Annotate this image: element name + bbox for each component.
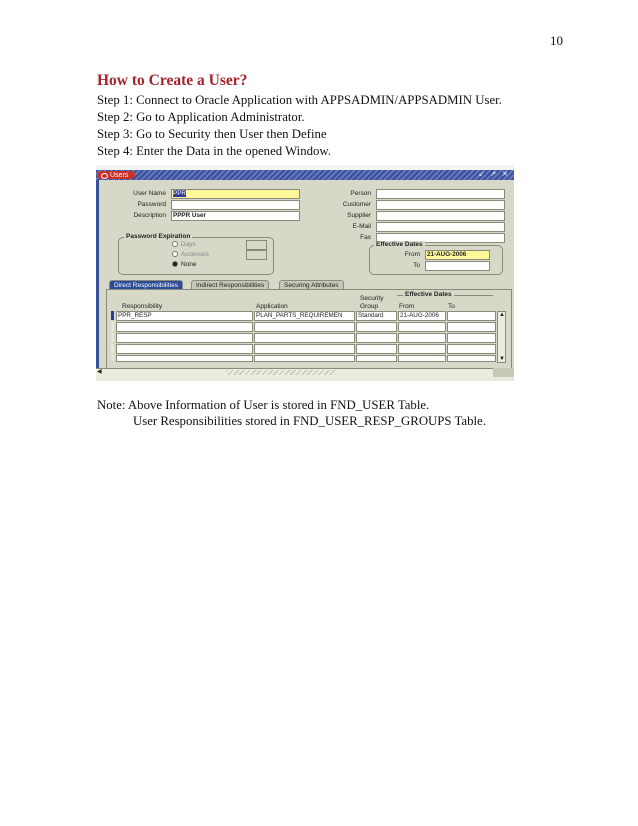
- person-field[interactable]: [376, 189, 505, 199]
- window-title: Users: [110, 172, 129, 179]
- description-field[interactable]: PPPR User: [171, 211, 300, 221]
- row-from-date-cell[interactable]: [398, 344, 446, 354]
- responsibility-cell[interactable]: [116, 344, 253, 354]
- scroll-up-icon[interactable]: ▲: [499, 312, 505, 318]
- application-cell[interactable]: [254, 344, 355, 354]
- to-date-field[interactable]: [425, 261, 490, 271]
- window-controls-icon[interactable]: ↙ ↗ ✕: [478, 171, 510, 178]
- application-cell[interactable]: [254, 333, 355, 343]
- email-label: E-Mail: [352, 223, 371, 230]
- heading: How to Create a User?: [97, 72, 248, 89]
- step-3: Step 3: Go to Security then User then Define: [97, 127, 327, 141]
- application-cell[interactable]: [254, 322, 355, 332]
- note-line-1: Note: Above Information of User is stored in FND_USER Table.: [97, 398, 430, 412]
- customer-field[interactable]: [376, 200, 505, 210]
- row-from-date-cell[interactable]: [398, 322, 446, 332]
- row-from-date-cell[interactable]: 21-AUG-2006: [398, 311, 446, 321]
- table-effective-dates-title: Effective Dates: [405, 291, 452, 298]
- security-group-cell[interactable]: [356, 333, 397, 343]
- supplier-label: Supplier: [347, 212, 371, 219]
- step-4: Step 4: Enter the Data in the opened Window.: [97, 144, 332, 158]
- scroll-left-icon[interactable]: ◀: [97, 369, 102, 375]
- radio-none[interactable]: None: [172, 261, 197, 269]
- application-cell[interactable]: PLAN_PARTS_REQUIREMEN: [254, 311, 355, 321]
- radio-days-icon[interactable]: [172, 241, 178, 247]
- email-field[interactable]: [376, 222, 505, 232]
- col-to: To: [448, 303, 455, 310]
- window-bottom-strip: [96, 377, 514, 381]
- tab-indirect-responsibilities[interactable]: Indirect Responsibilities: [191, 280, 269, 290]
- tab-securing-attributes[interactable]: Securing Attributes: [279, 280, 344, 290]
- radio-days[interactable]: Days: [172, 241, 196, 249]
- security-group-cell[interactable]: [356, 322, 397, 332]
- step-2: Step 2: Go to Application Administrator.: [97, 110, 305, 124]
- row-to-date-cell[interactable]: [447, 355, 496, 362]
- radio-accesses-icon[interactable]: [172, 251, 178, 257]
- row-marker[interactable]: [111, 344, 114, 353]
- fax-label: Fax: [360, 234, 371, 241]
- accesses-field[interactable]: [246, 250, 267, 260]
- row-to-date-cell[interactable]: [447, 322, 496, 332]
- scroll-thumb[interactable]: [226, 370, 336, 375]
- table-vertical-scrollbar[interactable]: [497, 311, 506, 363]
- radio-none-icon[interactable]: [172, 261, 178, 267]
- days-field[interactable]: [246, 240, 267, 250]
- responsibility-cell[interactable]: PPR_RESP: [116, 311, 253, 321]
- security-group-cell[interactable]: Standard: [356, 311, 397, 321]
- row-marker[interactable]: [111, 322, 114, 331]
- scroll-down-icon[interactable]: ▼: [499, 356, 505, 362]
- col-responsibility: Responsibility: [122, 303, 163, 310]
- oracle-logo: [97, 171, 135, 179]
- col-application: Application: [256, 303, 288, 310]
- user-name-label: User Name: [133, 190, 166, 197]
- row-to-date-cell[interactable]: [447, 344, 496, 354]
- security-group-cell[interactable]: [356, 344, 397, 354]
- responsibility-cell[interactable]: [116, 355, 253, 362]
- note-line-2: User Responsibilities stored in FND_USER_RESP_GROUPS Table.: [133, 414, 486, 428]
- description-label: Description: [133, 212, 166, 219]
- row-from-date-cell[interactable]: [398, 355, 446, 362]
- person-label: Person: [350, 190, 371, 197]
- row-marker-current[interactable]: [111, 311, 114, 320]
- col-security-top: Security: [360, 295, 384, 302]
- radio-accesses[interactable]: Accesses: [172, 251, 209, 259]
- step-1: Step 1: Connect to Oracle Application with APPSADMIN/APPSADMIN User.: [97, 93, 502, 107]
- from-label: From: [404, 251, 420, 258]
- security-group-cell[interactable]: [356, 355, 397, 362]
- row-to-date-cell[interactable]: [447, 333, 496, 343]
- left-border: [96, 180, 99, 368]
- oracle-ring-icon: [101, 173, 108, 179]
- responsibility-cell[interactable]: [116, 333, 253, 343]
- row-from-date-cell[interactable]: [398, 333, 446, 343]
- users-window-screenshot: [96, 165, 514, 381]
- user-name-field[interactable]: PPR: [171, 189, 300, 199]
- supplier-field[interactable]: [376, 211, 505, 221]
- col-security-bottom: Group: [360, 303, 379, 310]
- from-date-field[interactable]: 21-AUG-2006: [425, 250, 490, 260]
- responsibility-cell[interactable]: [116, 322, 253, 332]
- window-horizontal-scrollbar[interactable]: [96, 368, 514, 377]
- tab-direct-responsibilities[interactable]: Direct Responsibilities: [109, 280, 183, 290]
- customer-label: Customer: [342, 201, 371, 208]
- row-marker[interactable]: [111, 355, 114, 361]
- password-label: Password: [137, 201, 166, 208]
- row-to-date-cell[interactable]: [447, 311, 496, 321]
- page-number: 10: [550, 33, 563, 48]
- application-cell[interactable]: [254, 355, 355, 362]
- effective-dates-title: Effective Dates: [376, 241, 423, 248]
- password-expiration-title: Password Expiration: [126, 233, 191, 240]
- col-from: From: [399, 303, 415, 310]
- window-titlebar: [96, 170, 514, 180]
- password-field[interactable]: [171, 200, 300, 210]
- to-label: To: [413, 262, 420, 269]
- row-marker[interactable]: [111, 333, 114, 342]
